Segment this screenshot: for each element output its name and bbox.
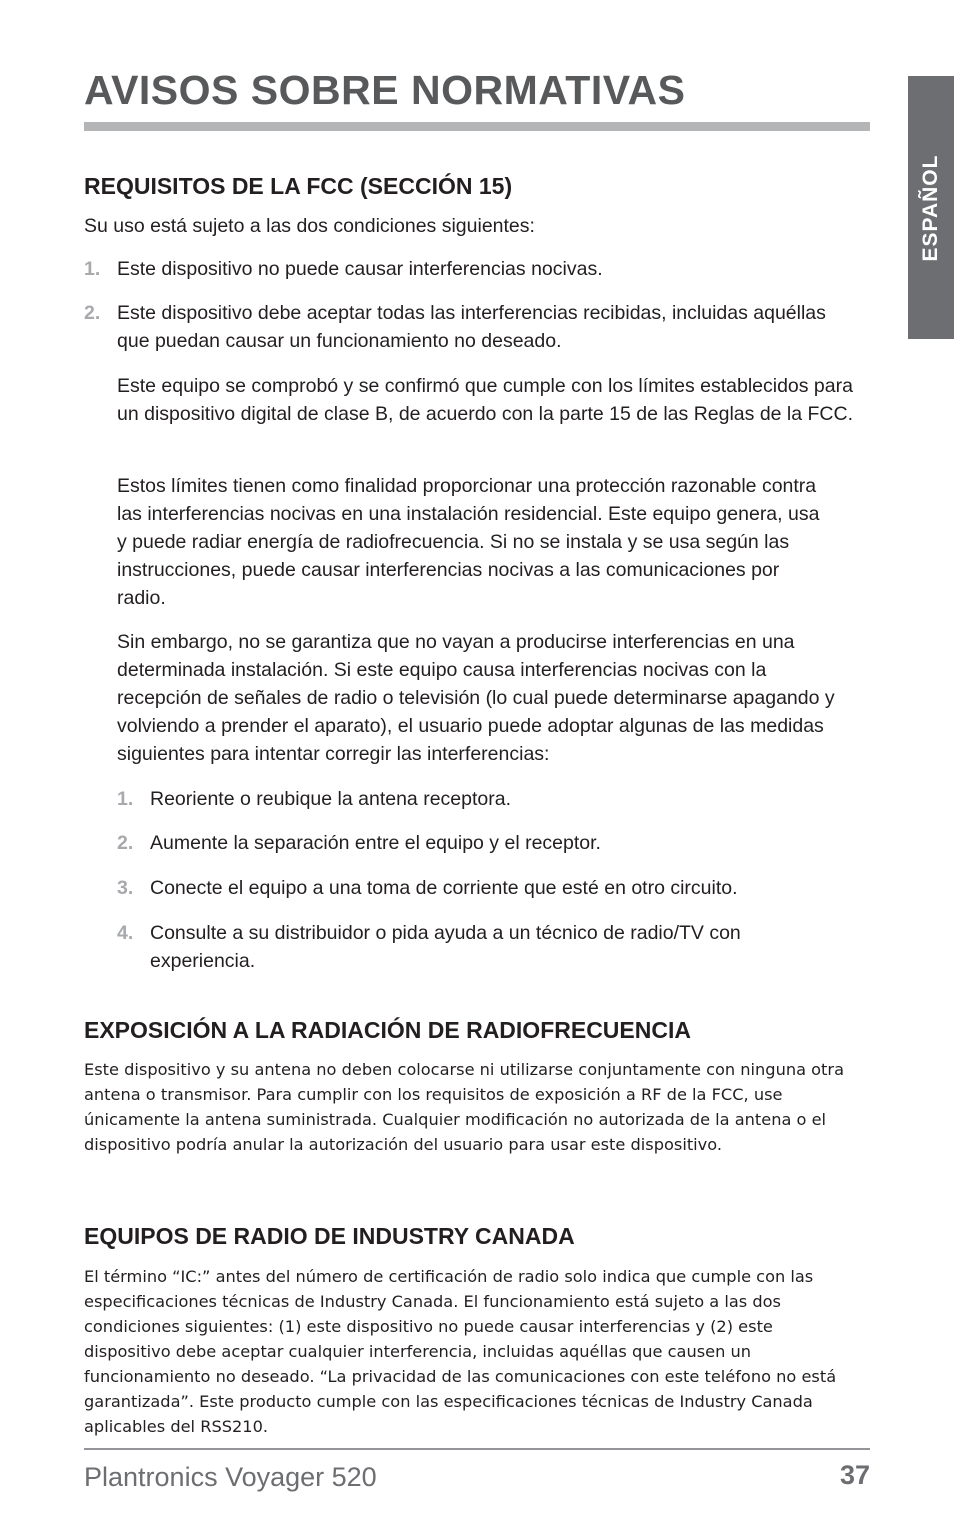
title-rule <box>84 122 870 131</box>
measure-item: Reoriente o reubique la antena receptora. <box>150 788 511 810</box>
measure-item: Conecte el equipo a una toma de corriente que esté en otro circuito. <box>150 877 738 899</box>
fcc-intro: Su uso está sujeto a las dos condiciones siguientes: <box>84 215 535 237</box>
condition-number: 1. <box>84 258 101 280</box>
measure-number: 4. <box>117 922 134 944</box>
condition-number: 2. <box>84 302 101 324</box>
fcc-paragraph: Sin embargo, no se garantiza que no vayan a producirse interferencias en una determinada instalación. Si este equipo causa interferencias nocivas con la recepción de señales de radio o televisión (lo cual puede determinarse apagando y volviendo a prender el aparato), el usuario puede adoptar algunas de las medidas siguientes para intentar corregir las interferencias: <box>117 631 835 765</box>
rf-text: Este dispositivo y su antena no deben colocarse ni utilizarse conjuntamente con ninguna otra antena o transmisor. Para cumplir con los requisitos de exposición a RF de la FCC, use únicamente la antena suministrada. Cualquier modificación no autorizada de la antena o el dispositivo podría anular la autorización del usuario para usar este dispositivo. <box>84 1060 844 1154</box>
canada-text: El término “IC:” antes del número de certificación de radio solo indica que cumple con las especificaciones técnicas de Industry Canada. El funcionamiento está sujeto a las dos condiciones siguientes: (1) este dispositivo no puede causar interferencias y (2) este dispositivo debe aceptar cualquier interferencia, incluidas aquéllas que causen un funcionamiento no deseado. “La privacidad de las comunicaciones con este teléfono no está garantizada”. Este producto cumple con las especificaciones técnicas de Industry Canada aplicables del RSS210. <box>84 1267 837 1436</box>
measure-item: Aumente la separación entre el equipo y el receptor. <box>150 832 601 854</box>
footer-rule <box>84 1448 870 1450</box>
condition-item: Este dispositivo debe aceptar todas las interferencias recibidas, incluidas aquéllas que puedan causar un funcionamiento no deseado. <box>117 302 826 352</box>
page-number: 37 <box>839 1460 870 1490</box>
measure-number: 2. <box>117 832 134 854</box>
page-title: AVISOS SOBRE NORMATIVAS <box>84 67 686 113</box>
condition-item: Este dispositivo no puede causar interferencias nocivas. <box>117 258 603 280</box>
fcc-paragraph: Este equipo se comprobó y se confirmó que cumple con los límites establecidos para un dispositivo digital de clase B, de acuerdo con la parte 15 de las Reglas de la FCC. <box>117 375 854 425</box>
measure-number: 3. <box>117 877 134 899</box>
canada-heading: EQUIPOS DE RADIO DE INDUSTRY CANADA <box>84 1223 575 1249</box>
measure-number: 1. <box>117 788 134 810</box>
language-tab-label: ESPAÑOL <box>919 154 942 261</box>
footer-product-name: Plantronics Voyager 520 <box>84 1462 377 1492</box>
fcc-paragraph: Estos límites tienen como finalidad proporcionar una protección razonable contra las interferencias nocivas en una instalación residencial. Este equipo genera, usa y puede radiar energía de radiofrecuencia. Si no se instala y se usa según las instrucciones, puede causar interferencias nocivas a las comunicaciones por radio. <box>117 475 820 609</box>
measure-item: Consulte a su distribuidor o pida ayuda a un técnico de radio/TV con experiencia. <box>150 922 741 972</box>
rf-heading: EXPOSICIÓN A LA RADIACIÓN DE RADIOFRECUENCIA <box>84 1017 691 1043</box>
language-tab <box>908 76 954 339</box>
fcc-heading: REQUISITOS DE LA FCC (SECCIÓN 15) <box>84 173 513 199</box>
